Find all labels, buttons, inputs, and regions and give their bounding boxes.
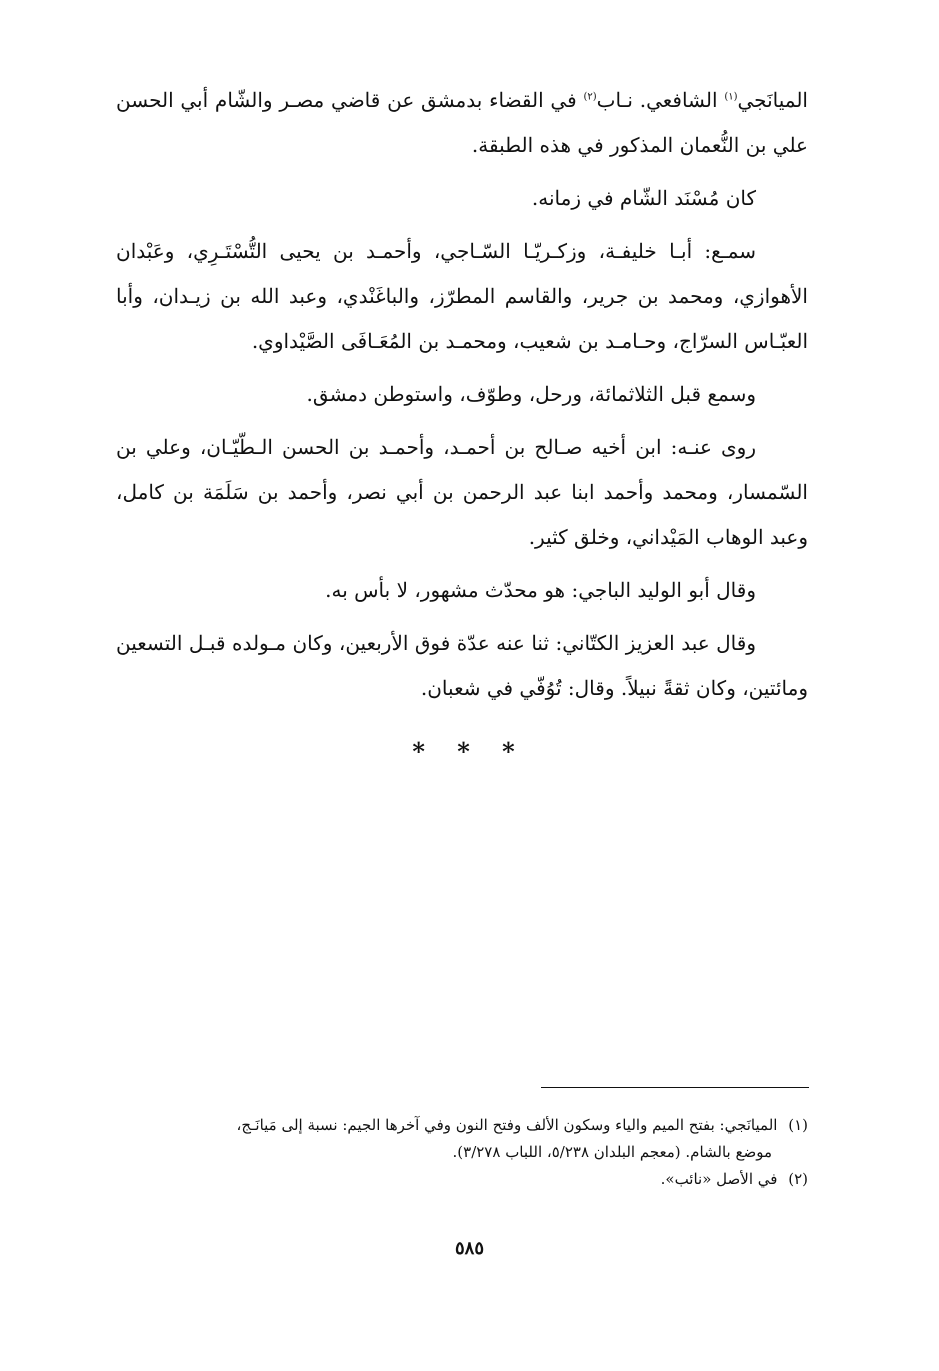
paragraph-1 — [116, 78, 808, 168]
paragraph-6: وقال أبو الوليد الباجي: هو محدّث مشهور، لا بأس به. — [325, 578, 756, 602]
footnote-1-number: (١) — [788, 1116, 808, 1134]
paragraph-7: وقال عبد العزيز الكتّاني: ثنا عنه عدّة فوق الأربعين، وكان مـولده قبـل التسعين ومائتين، وكان ثقةً نبيلاً. وقال: تُوُفّي في شعبان. — [116, 631, 808, 700]
footnote-1-continuation: موضع بالشام. (معجم البلدان ٥/٢٣٨، اللباب ٣/٢٧٨). — [452, 1143, 772, 1161]
paragraph-3: سمـع: أبـا خليفـة، وزكـريّـا السّـاجي، وأحمـد بن يحيى التُّسْتَـرِي، وعَبْدان الأهوازي، ومحمد بن جرير، والقاسم المطرّز، والباغَنْدي، وعبد الله بن زيـدان، وأبا العبّـاس السرّاج، وحـامـد بن شعيب، ومحمـد بن المُعَـافَى الصَّيْداوي. — [116, 239, 808, 353]
paragraph-1-middle: الشافعي. نـاب — [596, 88, 725, 112]
page-number: ٥٨٥ — [454, 1238, 484, 1259]
paragraph-1-end: في القضاء بدمشق عن قاضي مصـر والشّام أبي الحسن علي بن النُّعمان المذكور في هذه الطبقة. — [116, 88, 808, 157]
footnote-2-number: (٢) — [788, 1170, 808, 1188]
footnote-ref-1[interactable]: (١) — [724, 91, 738, 103]
main-text-block — [116, 78, 808, 719]
paragraph-4: وسمع قبل الثلاثمائة، ورحل، وطوّف، واستوطن دمشق. — [306, 382, 756, 406]
footnote-1-text: الميانَجي: بفتح الميم والياء وسكون الألف وفتح النون وفي آخرها الجيم: نسبة إلى مَيانَـج، — [236, 1116, 778, 1134]
footnote-divider — [541, 1087, 809, 1088]
footnotes-block — [116, 1112, 808, 1193]
paragraph-1-start: الميانَجي — [737, 88, 808, 112]
paragraph-2: كان مُسْنَد الشّام في زمانه. — [531, 186, 756, 210]
footnote-1 — [116, 1112, 808, 1166]
footnote-2-text: في الأصل «نائب». — [660, 1170, 778, 1188]
paragraph-5: روى عنـه: ابن أخيه صـالح بن أحمـد، وأحمـد بن الحسن الـطّيّـان، وعلي بن السّمسار، ومحمد وأحمد ابنا عبد الرحمن بن أبي نصر، وأحمد بن سَلَمَة بن كامل، وعبد الوهاب المَيْداني، وخلق كثير. — [116, 435, 808, 549]
section-separator: * * * — [412, 737, 527, 766]
footnote-2 — [116, 1166, 808, 1193]
footnote-ref-2[interactable]: (٢) — [583, 91, 597, 103]
